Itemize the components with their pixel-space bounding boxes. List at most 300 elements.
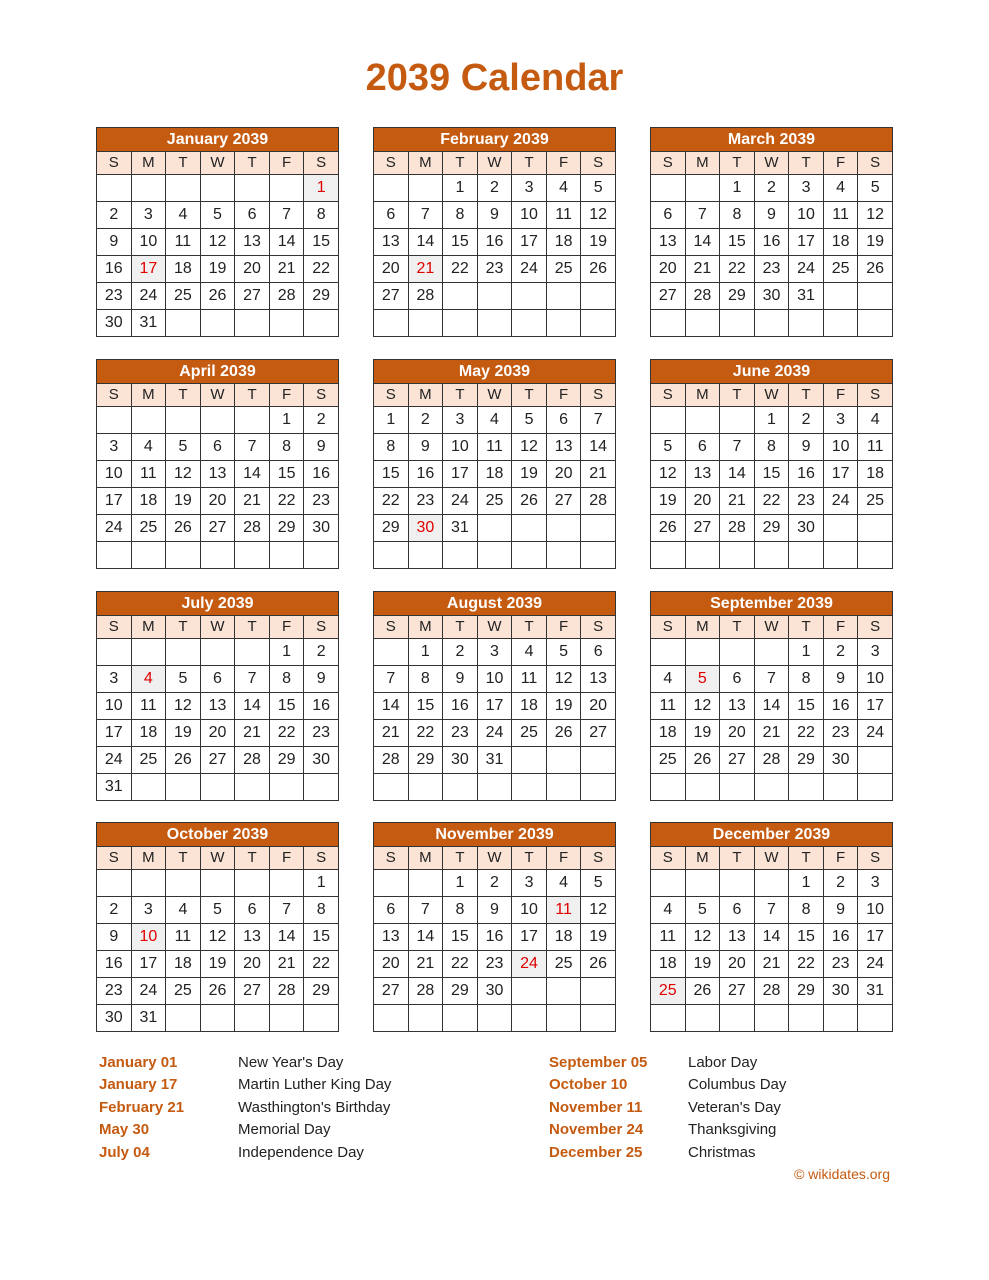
day-cell: 17 <box>823 461 858 488</box>
day-cell <box>546 542 581 569</box>
weekday-label: S <box>858 152 893 175</box>
day-cell: 5 <box>200 202 235 229</box>
day-cell: 15 <box>443 924 478 951</box>
day-cell <box>374 870 409 897</box>
day-cell: 13 <box>200 693 235 720</box>
weekday-label: S <box>651 847 686 870</box>
holiday-name: New Year's Day <box>238 1054 344 1071</box>
day-cell <box>443 1005 478 1032</box>
day-cell: 9 <box>477 202 512 229</box>
month-header: August 2039 <box>374 592 616 616</box>
day-cell: 21 <box>754 951 789 978</box>
day-cell <box>200 407 235 434</box>
day-cell <box>685 870 720 897</box>
day-cell <box>512 774 547 801</box>
weekday-label: M <box>131 847 166 870</box>
day-cell: 26 <box>546 720 581 747</box>
day-cell: 20 <box>581 693 616 720</box>
day-cell: 17 <box>858 924 893 951</box>
weekday-label: T <box>166 616 201 639</box>
day-cell <box>754 542 789 569</box>
day-cell: 12 <box>546 666 581 693</box>
day-cell: 7 <box>754 666 789 693</box>
weekday-label: M <box>408 616 443 639</box>
day-cell: 21 <box>235 720 270 747</box>
weekday-label: T <box>443 847 478 870</box>
day-cell: 8 <box>720 202 755 229</box>
month-header: February 2039 <box>374 128 616 152</box>
day-cell: 20 <box>374 951 409 978</box>
day-cell <box>235 639 270 666</box>
day-cell <box>408 175 443 202</box>
day-cell <box>269 774 304 801</box>
day-cell: 19 <box>685 720 720 747</box>
weekday-label: M <box>408 384 443 407</box>
day-cell: 27 <box>581 720 616 747</box>
day-cell <box>720 1005 755 1032</box>
day-cell <box>408 774 443 801</box>
day-cell <box>651 639 686 666</box>
day-cell: 6 <box>720 897 755 924</box>
day-cell: 7 <box>235 434 270 461</box>
day-cell: 28 <box>754 747 789 774</box>
day-cell: 27 <box>720 747 755 774</box>
day-cell: 23 <box>477 256 512 283</box>
day-cell: 29 <box>789 747 824 774</box>
day-cell: 20 <box>235 951 270 978</box>
day-cell: 24 <box>512 256 547 283</box>
credit-link[interactable]: © wikidates.org <box>794 1166 890 1182</box>
day-cell: 5 <box>166 666 201 693</box>
day-cell <box>512 310 547 337</box>
day-cell: 31 <box>789 283 824 310</box>
day-cell <box>581 542 616 569</box>
day-cell <box>546 310 581 337</box>
day-cell: 2 <box>477 870 512 897</box>
day-cell: 4 <box>651 666 686 693</box>
day-cell: 19 <box>651 488 686 515</box>
day-cell: 16 <box>97 256 132 283</box>
day-cell <box>374 542 409 569</box>
day-cell: 7 <box>269 897 304 924</box>
month-calendar <box>650 822 893 1032</box>
weekday-label: W <box>200 384 235 407</box>
day-cell: 11 <box>166 229 201 256</box>
holiday-day-cell: 30 <box>408 515 443 542</box>
day-cell: 16 <box>97 951 132 978</box>
day-cell: 30 <box>97 310 132 337</box>
weekday-label: T <box>166 847 201 870</box>
day-cell: 26 <box>685 747 720 774</box>
day-cell: 17 <box>789 229 824 256</box>
day-cell: 24 <box>97 747 132 774</box>
day-cell <box>754 870 789 897</box>
day-cell: 30 <box>304 747 339 774</box>
day-cell <box>858 515 893 542</box>
day-cell <box>408 310 443 337</box>
day-cell: 27 <box>651 283 686 310</box>
day-cell <box>166 774 201 801</box>
day-cell: 27 <box>685 515 720 542</box>
month-header: October 2039 <box>97 823 339 847</box>
day-cell <box>823 1005 858 1032</box>
weekday-label: F <box>823 847 858 870</box>
day-cell: 7 <box>408 202 443 229</box>
weekday-label: F <box>546 616 581 639</box>
day-cell: 7 <box>720 434 755 461</box>
day-cell <box>823 542 858 569</box>
day-cell: 22 <box>789 951 824 978</box>
day-cell: 14 <box>269 229 304 256</box>
day-cell: 30 <box>304 515 339 542</box>
weekday-label: S <box>374 616 409 639</box>
holiday-name: Memorial Day <box>238 1121 331 1139</box>
day-cell <box>546 747 581 774</box>
day-cell: 13 <box>235 924 270 951</box>
weekday-label: M <box>131 616 166 639</box>
month-header: September 2039 <box>651 592 893 616</box>
day-cell: 24 <box>789 256 824 283</box>
day-cell <box>512 978 547 1005</box>
day-cell: 15 <box>754 461 789 488</box>
day-cell: 14 <box>685 229 720 256</box>
day-cell: 1 <box>269 407 304 434</box>
day-cell: 27 <box>235 283 270 310</box>
day-cell: 16 <box>304 461 339 488</box>
day-cell: 22 <box>374 488 409 515</box>
weekday-label: S <box>304 847 339 870</box>
day-cell: 16 <box>408 461 443 488</box>
weekday-label: T <box>166 384 201 407</box>
day-cell: 26 <box>651 515 686 542</box>
day-cell: 6 <box>374 202 409 229</box>
day-cell <box>97 175 132 202</box>
day-cell: 13 <box>651 229 686 256</box>
weekday-label: S <box>581 616 616 639</box>
day-cell: 29 <box>269 747 304 774</box>
weekday-label: S <box>97 384 132 407</box>
day-cell: 29 <box>304 283 339 310</box>
day-cell: 9 <box>477 897 512 924</box>
day-cell: 23 <box>754 256 789 283</box>
day-cell <box>443 542 478 569</box>
day-cell: 31 <box>131 1005 166 1032</box>
day-cell <box>477 283 512 310</box>
day-cell <box>166 542 201 569</box>
weekday-label: S <box>304 152 339 175</box>
weekday-label: W <box>200 152 235 175</box>
day-cell: 19 <box>166 720 201 747</box>
day-cell: 14 <box>235 461 270 488</box>
day-cell <box>131 639 166 666</box>
holiday-day-cell: 5 <box>685 666 720 693</box>
day-cell: 23 <box>443 720 478 747</box>
day-cell: 18 <box>166 256 201 283</box>
day-cell: 12 <box>200 229 235 256</box>
weekday-label: T <box>789 384 824 407</box>
day-cell: 9 <box>304 666 339 693</box>
day-cell: 13 <box>685 461 720 488</box>
day-cell: 23 <box>823 720 858 747</box>
day-cell: 26 <box>858 256 893 283</box>
day-cell <box>546 515 581 542</box>
weekday-label: S <box>304 384 339 407</box>
weekday-label: T <box>512 384 547 407</box>
day-cell: 15 <box>269 461 304 488</box>
page-title: 2039 Calendar <box>365 57 624 99</box>
day-cell: 4 <box>131 434 166 461</box>
day-cell: 10 <box>443 434 478 461</box>
weekday-label: T <box>720 616 755 639</box>
day-cell: 1 <box>789 639 824 666</box>
holiday-date: September 05 <box>549 1054 648 1071</box>
day-cell: 5 <box>581 175 616 202</box>
day-cell: 5 <box>581 870 616 897</box>
holiday-name: Independence Day <box>238 1143 364 1161</box>
day-cell: 2 <box>408 407 443 434</box>
day-cell: 22 <box>443 256 478 283</box>
day-cell <box>408 870 443 897</box>
day-cell <box>408 1005 443 1032</box>
weekday-label: T <box>443 616 478 639</box>
day-cell <box>97 407 132 434</box>
day-cell <box>858 747 893 774</box>
day-cell: 28 <box>269 283 304 310</box>
day-cell: 30 <box>754 283 789 310</box>
day-cell <box>651 407 686 434</box>
day-cell: 10 <box>823 434 858 461</box>
day-cell: 15 <box>304 229 339 256</box>
weekday-label: F <box>269 616 304 639</box>
weekday-label: M <box>685 847 720 870</box>
weekday-label: T <box>512 152 547 175</box>
day-cell <box>235 175 270 202</box>
day-cell: 6 <box>651 202 686 229</box>
holiday-date: December 25 <box>549 1143 643 1161</box>
weekday-label: S <box>858 616 893 639</box>
day-cell: 24 <box>131 283 166 310</box>
day-cell: 9 <box>97 229 132 256</box>
day-cell <box>754 1005 789 1032</box>
day-cell: 24 <box>477 720 512 747</box>
day-cell: 16 <box>823 693 858 720</box>
day-cell <box>304 1005 339 1032</box>
day-cell: 17 <box>443 461 478 488</box>
day-cell: 7 <box>408 897 443 924</box>
day-cell: 31 <box>131 310 166 337</box>
day-cell <box>685 407 720 434</box>
day-cell: 20 <box>200 720 235 747</box>
weekday-label: F <box>269 847 304 870</box>
day-cell <box>651 870 686 897</box>
day-cell: 4 <box>823 175 858 202</box>
weekday-label: T <box>720 384 755 407</box>
day-cell <box>512 515 547 542</box>
day-cell <box>477 1005 512 1032</box>
day-cell: 14 <box>581 434 616 461</box>
day-cell <box>304 774 339 801</box>
day-cell: 14 <box>374 693 409 720</box>
holiday-date: February 21 <box>99 1098 185 1116</box>
day-cell <box>131 870 166 897</box>
weekday-label: S <box>651 384 686 407</box>
day-cell: 4 <box>166 202 201 229</box>
day-cell <box>581 515 616 542</box>
day-cell: 12 <box>685 924 720 951</box>
holiday-name: Thanksgiving <box>688 1121 777 1139</box>
day-cell: 22 <box>443 951 478 978</box>
day-cell: 15 <box>443 229 478 256</box>
day-cell <box>823 515 858 542</box>
day-cell: 27 <box>235 978 270 1005</box>
day-cell: 9 <box>754 202 789 229</box>
day-cell: 7 <box>269 202 304 229</box>
weekday-label: T <box>235 616 270 639</box>
month-calendar <box>650 591 893 801</box>
day-cell: 14 <box>754 693 789 720</box>
day-cell <box>443 310 478 337</box>
day-cell: 12 <box>651 461 686 488</box>
day-cell <box>685 310 720 337</box>
weekday-label: F <box>823 616 858 639</box>
day-cell: 18 <box>131 720 166 747</box>
day-cell: 25 <box>166 283 201 310</box>
day-cell: 28 <box>720 515 755 542</box>
day-cell <box>374 774 409 801</box>
day-cell: 16 <box>823 924 858 951</box>
day-cell: 24 <box>823 488 858 515</box>
day-cell: 30 <box>477 978 512 1005</box>
weekday-label: F <box>269 384 304 407</box>
weekday-label: T <box>512 847 547 870</box>
day-cell <box>858 283 893 310</box>
weekday-label: S <box>374 847 409 870</box>
month-calendar <box>96 127 339 337</box>
weekday-label: M <box>408 847 443 870</box>
day-cell: 28 <box>374 747 409 774</box>
day-cell: 19 <box>581 229 616 256</box>
day-cell: 16 <box>789 461 824 488</box>
day-cell: 12 <box>166 461 201 488</box>
day-cell: 17 <box>858 693 893 720</box>
day-cell: 5 <box>200 897 235 924</box>
day-cell: 13 <box>581 666 616 693</box>
weekday-label: W <box>754 847 789 870</box>
weekday-label: M <box>685 616 720 639</box>
weekday-label: W <box>477 847 512 870</box>
day-cell <box>97 639 132 666</box>
day-cell: 13 <box>374 229 409 256</box>
day-cell: 15 <box>269 693 304 720</box>
day-cell: 22 <box>754 488 789 515</box>
day-cell <box>546 774 581 801</box>
weekday-label: W <box>754 616 789 639</box>
day-cell <box>823 283 858 310</box>
day-cell <box>651 1005 686 1032</box>
day-cell: 9 <box>408 434 443 461</box>
weekday-label: M <box>408 152 443 175</box>
day-cell <box>269 175 304 202</box>
day-cell <box>789 774 824 801</box>
month-header: May 2039 <box>374 360 616 384</box>
day-cell <box>823 774 858 801</box>
day-cell: 3 <box>858 639 893 666</box>
weekday-label: W <box>200 847 235 870</box>
day-cell: 12 <box>581 202 616 229</box>
day-cell <box>374 639 409 666</box>
day-cell <box>200 774 235 801</box>
weekday-label: S <box>97 616 132 639</box>
day-cell: 23 <box>823 951 858 978</box>
day-cell: 13 <box>374 924 409 951</box>
day-cell: 6 <box>685 434 720 461</box>
day-cell: 12 <box>685 693 720 720</box>
day-cell: 10 <box>131 229 166 256</box>
day-cell: 18 <box>131 488 166 515</box>
day-cell: 25 <box>477 488 512 515</box>
day-cell: 10 <box>858 666 893 693</box>
day-cell: 9 <box>443 666 478 693</box>
day-cell <box>651 774 686 801</box>
day-cell: 26 <box>581 951 616 978</box>
day-cell: 5 <box>685 897 720 924</box>
day-cell: 9 <box>823 666 858 693</box>
day-cell: 17 <box>131 951 166 978</box>
day-cell: 24 <box>97 515 132 542</box>
day-cell: 8 <box>443 897 478 924</box>
day-cell <box>166 870 201 897</box>
day-cell: 8 <box>374 434 409 461</box>
day-cell <box>858 1005 893 1032</box>
day-cell: 11 <box>477 434 512 461</box>
day-cell: 23 <box>789 488 824 515</box>
weekday-label: S <box>651 616 686 639</box>
day-cell: 16 <box>754 229 789 256</box>
day-cell: 1 <box>789 870 824 897</box>
holiday-date: November 11 <box>549 1098 643 1116</box>
day-cell <box>546 1005 581 1032</box>
day-cell <box>408 542 443 569</box>
day-cell <box>235 774 270 801</box>
month-calendar <box>373 359 616 569</box>
day-cell: 20 <box>651 256 686 283</box>
day-cell: 11 <box>858 434 893 461</box>
day-cell <box>581 747 616 774</box>
day-cell <box>166 407 201 434</box>
day-cell: 6 <box>235 897 270 924</box>
day-cell: 18 <box>823 229 858 256</box>
day-cell: 19 <box>200 256 235 283</box>
day-cell <box>581 978 616 1005</box>
holiday-date: October 10 <box>549 1076 628 1094</box>
day-cell <box>754 639 789 666</box>
day-cell: 10 <box>789 202 824 229</box>
day-cell: 8 <box>408 666 443 693</box>
day-cell: 18 <box>166 951 201 978</box>
day-cell: 26 <box>200 978 235 1005</box>
holiday-date: May 30 <box>99 1121 150 1139</box>
month-calendar <box>96 359 339 569</box>
day-cell: 18 <box>512 693 547 720</box>
day-cell: 2 <box>443 639 478 666</box>
day-cell <box>581 1005 616 1032</box>
day-cell <box>789 542 824 569</box>
day-cell <box>131 774 166 801</box>
day-cell <box>546 283 581 310</box>
day-cell: 9 <box>789 434 824 461</box>
day-cell <box>858 310 893 337</box>
weekday-label: S <box>858 847 893 870</box>
